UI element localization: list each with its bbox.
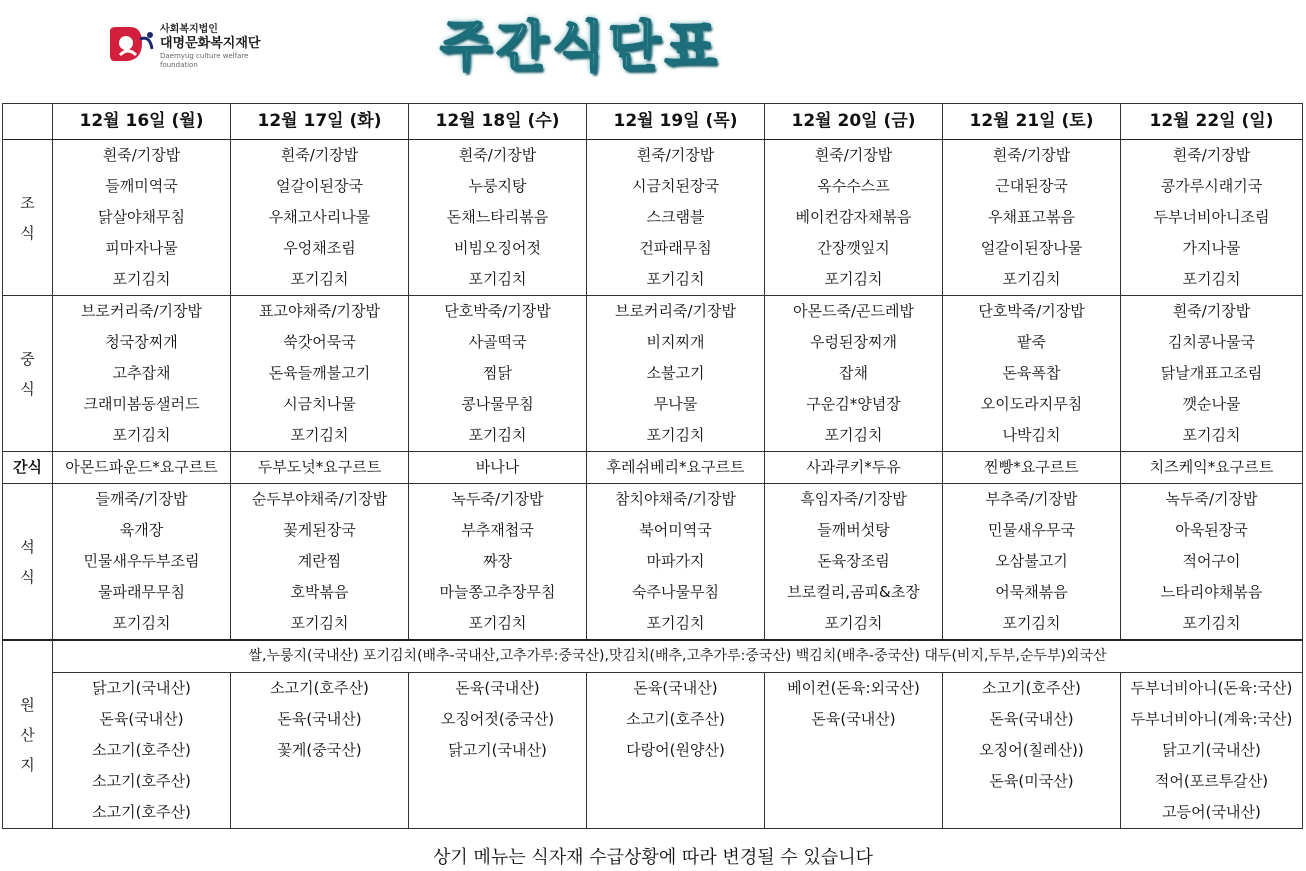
lunch-label-char: 중 — [20, 349, 35, 368]
dinner-item: 부추재첩국 — [409, 515, 587, 546]
snack-item: 바나나 — [409, 452, 587, 484]
day-header: 12월 20일 (금) — [765, 104, 943, 140]
lunch-item: 크래미봄동샐러드 — [53, 389, 231, 420]
dinner-item: 짜장 — [409, 546, 587, 577]
breakfast-item: 간장깻잎지 — [765, 233, 943, 264]
breakfast-item: 비빔오징어젓 — [409, 233, 587, 264]
origin-item: 소고기(호주산) — [943, 673, 1121, 705]
breakfast-item: 흰죽/기장밥 — [943, 140, 1121, 172]
dinner-item: 민물새우두부조림 — [53, 546, 231, 577]
lunch-item: 고추잡채 — [53, 358, 231, 389]
origin-item — [409, 797, 587, 829]
lunch-item: 쑥갓어묵국 — [231, 327, 409, 358]
lunch-item: 포기김치 — [1121, 420, 1303, 452]
lunch-item: 깻순나물 — [1121, 389, 1303, 420]
lunch-item: 잡채 — [765, 358, 943, 389]
breakfast-label-char: 조 — [20, 193, 35, 212]
weekly-menu-table — [2, 103, 1303, 829]
lunch-item: 소불고기 — [587, 358, 765, 389]
dinner-item: 포기김치 — [587, 608, 765, 640]
dinner-item: 브로컬리,곰피&초장 — [765, 577, 943, 608]
lunch-item: 찜닭 — [409, 358, 587, 389]
origin-item: 소고기(호주산) — [53, 797, 231, 829]
origin-item: 소고기(호주산) — [231, 673, 409, 705]
origin-label-char: 원 — [20, 695, 35, 714]
snack-row — [3, 452, 1303, 484]
dinner-item: 계란찜 — [231, 546, 409, 577]
lunch-label-char: 식 — [20, 379, 35, 398]
dinner-row — [3, 608, 1303, 640]
breakfast-item: 우채고사리나물 — [231, 202, 409, 233]
dinner-item: 흑임자죽/기장밥 — [765, 484, 943, 516]
lunch-item: 돈육폭찹 — [943, 358, 1121, 389]
dinner-item: 포기김치 — [53, 608, 231, 640]
breakfast-item: 우채표고볶음 — [943, 202, 1121, 233]
lunch-row — [3, 327, 1303, 358]
lunch-item: 브로커리죽/기장밥 — [587, 296, 765, 328]
lunch-item: 팥죽 — [943, 327, 1121, 358]
dinner-item: 마늘쫑고추장무침 — [409, 577, 587, 608]
lunch-item: 오이도라지무침 — [943, 389, 1121, 420]
origin-item — [587, 766, 765, 797]
dinner-row — [3, 515, 1303, 546]
origin-item: 두부너비아니(계육:국산) — [1121, 704, 1303, 735]
breakfast-item: 근대된장국 — [943, 171, 1121, 202]
lunch-item: 포기김치 — [53, 420, 231, 452]
origin-item: 돈육(국내산) — [943, 704, 1121, 735]
day-header: 12월 18일 (수) — [409, 104, 587, 140]
lunch-item: 브로커리죽/기장밥 — [53, 296, 231, 328]
origin-row — [3, 735, 1303, 766]
origin-item: 돈육(국내산) — [231, 704, 409, 735]
origin-item — [765, 735, 943, 766]
logo-line-1: 사회복지법인 — [160, 24, 218, 35]
dinner-item: 육개장 — [53, 515, 231, 546]
dinner-item: 순두부야채죽/기장밥 — [231, 484, 409, 516]
breakfast-item: 흰죽/기장밥 — [587, 140, 765, 172]
origin-item: 소고기(호주산) — [53, 735, 231, 766]
day-header: 12월 16일 (월) — [53, 104, 231, 140]
origin-row — [3, 704, 1303, 735]
lunch-item: 구운김*양념장 — [765, 389, 943, 420]
foundation-logo — [106, 22, 276, 68]
lunch-row — [3, 420, 1303, 452]
breakfast-item: 우엉채조림 — [231, 233, 409, 264]
lunch-row — [3, 389, 1303, 420]
footer-notice: 상기 메뉴는 식자재 수급상황에 따라 변경될 수 있습니다 — [433, 847, 873, 868]
breakfast-row — [3, 264, 1303, 296]
dinner-item: 참치야채죽/기장밥 — [587, 484, 765, 516]
dinner-item: 포기김치 — [943, 608, 1121, 640]
lunch-item: 나박김치 — [943, 420, 1121, 452]
dinner-row — [3, 484, 1303, 516]
lunch-item: 단호박죽/기장밥 — [943, 296, 1121, 328]
breakfast-row — [3, 140, 1303, 172]
dinner-row — [3, 577, 1303, 608]
origin-item — [587, 797, 765, 829]
lunch-item: 흰죽/기장밥 — [1121, 296, 1303, 328]
breakfast-item: 들깨미역국 — [53, 171, 231, 202]
breakfast-item: 포기김치 — [53, 264, 231, 296]
page-header — [0, 0, 1306, 103]
breakfast-item: 포기김치 — [943, 264, 1121, 296]
breakfast-item: 포기김치 — [231, 264, 409, 296]
dinner-row — [3, 546, 1303, 577]
lunch-item: 돈육들깨불고기 — [231, 358, 409, 389]
meal-label-lunch — [3, 296, 53, 452]
origin-label-char: 산 — [20, 725, 35, 744]
lunch-item: 비지찌개 — [587, 327, 765, 358]
dinner-item: 포기김치 — [765, 608, 943, 640]
snack-item: 찐빵*요구르트 — [943, 452, 1121, 484]
lunch-item: 우렁된장찌개 — [765, 327, 943, 358]
corner-cell — [3, 104, 53, 140]
snack-label: 간식 — [3, 452, 53, 484]
origin-item — [765, 797, 943, 829]
dinner-item: 녹두죽/기장밥 — [409, 484, 587, 516]
dinner-item: 아욱된장국 — [1121, 515, 1303, 546]
meal-label-dinner — [3, 484, 53, 641]
dinner-item: 부추죽/기장밥 — [943, 484, 1121, 516]
lunch-item: 아몬드죽/곤드레밥 — [765, 296, 943, 328]
meal-label-origin — [3, 640, 53, 829]
origin-item: 돈육(국내산) — [53, 704, 231, 735]
lunch-item: 표고야채죽/기장밥 — [231, 296, 409, 328]
origin-item: 돈육(국내산) — [409, 673, 587, 705]
origin-item: 오징어젓(중국산) — [409, 704, 587, 735]
breakfast-item: 포기김치 — [1121, 264, 1303, 296]
snack-item: 후레쉬베리*요구르트 — [587, 452, 765, 484]
dinner-item: 물파래무무침 — [53, 577, 231, 608]
breakfast-item: 가지나물 — [1121, 233, 1303, 264]
dinner-item: 북어미역국 — [587, 515, 765, 546]
dinner-label-char: 식 — [20, 567, 35, 586]
dinner-item: 들깨죽/기장밥 — [53, 484, 231, 516]
dinner-item: 녹두죽/기장밥 — [1121, 484, 1303, 516]
lunch-item: 단호박죽/기장밥 — [409, 296, 587, 328]
logo-line-2: 대명문화복지재단 — [160, 36, 261, 51]
origin-item — [409, 766, 587, 797]
breakfast-item: 포기김치 — [409, 264, 587, 296]
dinner-label-char: 석 — [20, 537, 35, 556]
lunch-item: 포기김치 — [231, 420, 409, 452]
lunch-item: 무나물 — [587, 389, 765, 420]
lunch-item: 김치콩나물국 — [1121, 327, 1303, 358]
lunch-item: 닭날개표고조림 — [1121, 358, 1303, 389]
breakfast-item: 돈채느타리볶음 — [409, 202, 587, 233]
origin-label-char: 지 — [20, 755, 35, 774]
origin-item: 닭고기(국내산) — [53, 673, 231, 705]
origin-notice-row — [3, 640, 1303, 673]
lunch-row — [3, 358, 1303, 389]
origin-row — [3, 766, 1303, 797]
dinner-item: 들깨버섯탕 — [765, 515, 943, 546]
breakfast-item: 포기김치 — [765, 264, 943, 296]
origin-item — [231, 797, 409, 829]
dinner-item: 포기김치 — [409, 608, 587, 640]
breakfast-item: 흰죽/기장밥 — [1121, 140, 1303, 172]
origin-item: 다랑어(원양산) — [587, 735, 765, 766]
breakfast-item: 피마자나물 — [53, 233, 231, 264]
origin-item: 소고기(호주산) — [53, 766, 231, 797]
day-header: 12월 17일 (화) — [231, 104, 409, 140]
dinner-item: 오삼불고기 — [943, 546, 1121, 577]
dinner-item: 느타리야채볶음 — [1121, 577, 1303, 608]
breakfast-item: 시금치된장국 — [587, 171, 765, 202]
breakfast-row — [3, 233, 1303, 264]
origin-item: 돈육(국내산) — [587, 673, 765, 705]
origin-item: 적어(포르투갈산) — [1121, 766, 1303, 797]
origin-notice: 쌀,누룽지(국내산) 포기김치(배추-국내산,고추가루:중국산),맛김치(배추,고추가루:중국산) 백김치(배추-중국산) 대두(비지,두부,순두부)외국산 — [53, 640, 1303, 673]
lunch-item: 포기김치 — [765, 420, 943, 452]
origin-item: 닭고기(국내산) — [409, 735, 587, 766]
origin-item — [943, 797, 1121, 829]
origin-item: 고등어(국내산) — [1121, 797, 1303, 829]
logo-line-3: Daemyug culture welfare foundation — [160, 52, 249, 69]
origin-item: 돈육(국내산) — [765, 704, 943, 735]
origin-item: 꽃게(중국산) — [231, 735, 409, 766]
dinner-item: 민물새우무국 — [943, 515, 1121, 546]
breakfast-row — [3, 171, 1303, 202]
snack-item: 두부도넛*요구르트 — [231, 452, 409, 484]
dinner-item: 마파가지 — [587, 546, 765, 577]
breakfast-item: 옥수수스프 — [765, 171, 943, 202]
dinner-item: 포기김치 — [231, 608, 409, 640]
breakfast-item: 포기김치 — [587, 264, 765, 296]
lunch-item: 청국장찌개 — [53, 327, 231, 358]
breakfast-label-char: 식 — [20, 223, 35, 242]
lunch-item: 포기김치 — [409, 420, 587, 452]
dinner-item: 꽃게된장국 — [231, 515, 409, 546]
lunch-item: 포기김치 — [587, 420, 765, 452]
breakfast-item: 흰죽/기장밥 — [231, 140, 409, 172]
origin-item — [765, 766, 943, 797]
page-title: 주간식단표 — [440, 15, 721, 78]
lunch-item: 시금치나물 — [231, 389, 409, 420]
breakfast-item: 스크램블 — [587, 202, 765, 233]
origin-item: 돈육(미국산) — [943, 766, 1121, 797]
snack-item: 치즈케익*요구르트 — [1121, 452, 1303, 484]
meal-label-breakfast — [3, 140, 53, 296]
breakfast-item: 콩가루시래기국 — [1121, 171, 1303, 202]
origin-item: 소고기(호주산) — [587, 704, 765, 735]
breakfast-item: 닭살야채무침 — [53, 202, 231, 233]
origin-item: 베이컨(돈육:외국산) — [765, 673, 943, 705]
lunch-row — [3, 296, 1303, 328]
origin-item: 두부너비아니(돈육:국산) — [1121, 673, 1303, 705]
breakfast-item: 얼갈이된장국 — [231, 171, 409, 202]
day-header: 12월 19일 (목) — [587, 104, 765, 140]
breakfast-item: 흰죽/기장밥 — [53, 140, 231, 172]
breakfast-row — [3, 202, 1303, 233]
day-header: 12월 22일 (일) — [1121, 104, 1303, 140]
origin-item: 오징어(칠레산)) — [943, 735, 1121, 766]
breakfast-item: 누룽지탕 — [409, 171, 587, 202]
dinner-item: 숙주나물무침 — [587, 577, 765, 608]
breakfast-item: 얼갈이된장나물 — [943, 233, 1121, 264]
origin-item — [231, 766, 409, 797]
breakfast-item: 건파래무침 — [587, 233, 765, 264]
origin-item: 닭고기(국내산) — [1121, 735, 1303, 766]
origin-row — [3, 673, 1303, 705]
foundation-logo-icon — [106, 25, 156, 65]
breakfast-item: 흰죽/기장밥 — [765, 140, 943, 172]
dinner-item: 돈육장조림 — [765, 546, 943, 577]
dinner-item: 적어구이 — [1121, 546, 1303, 577]
day-header-row — [3, 104, 1303, 140]
breakfast-item: 베이컨감자채볶음 — [765, 202, 943, 233]
dinner-item: 포기김치 — [1121, 608, 1303, 640]
breakfast-item: 두부너비아니조림 — [1121, 202, 1303, 233]
day-header: 12월 21일 (토) — [943, 104, 1121, 140]
snack-item: 아몬드파운드*요구르트 — [53, 452, 231, 484]
origin-row — [3, 797, 1303, 829]
dinner-item: 어묵채볶음 — [943, 577, 1121, 608]
lunch-item: 사골떡국 — [409, 327, 587, 358]
breakfast-item: 흰죽/기장밥 — [409, 140, 587, 172]
lunch-item: 콩나물무침 — [409, 389, 587, 420]
snack-item: 사과쿠키*두유 — [765, 452, 943, 484]
dinner-item: 호박볶음 — [231, 577, 409, 608]
